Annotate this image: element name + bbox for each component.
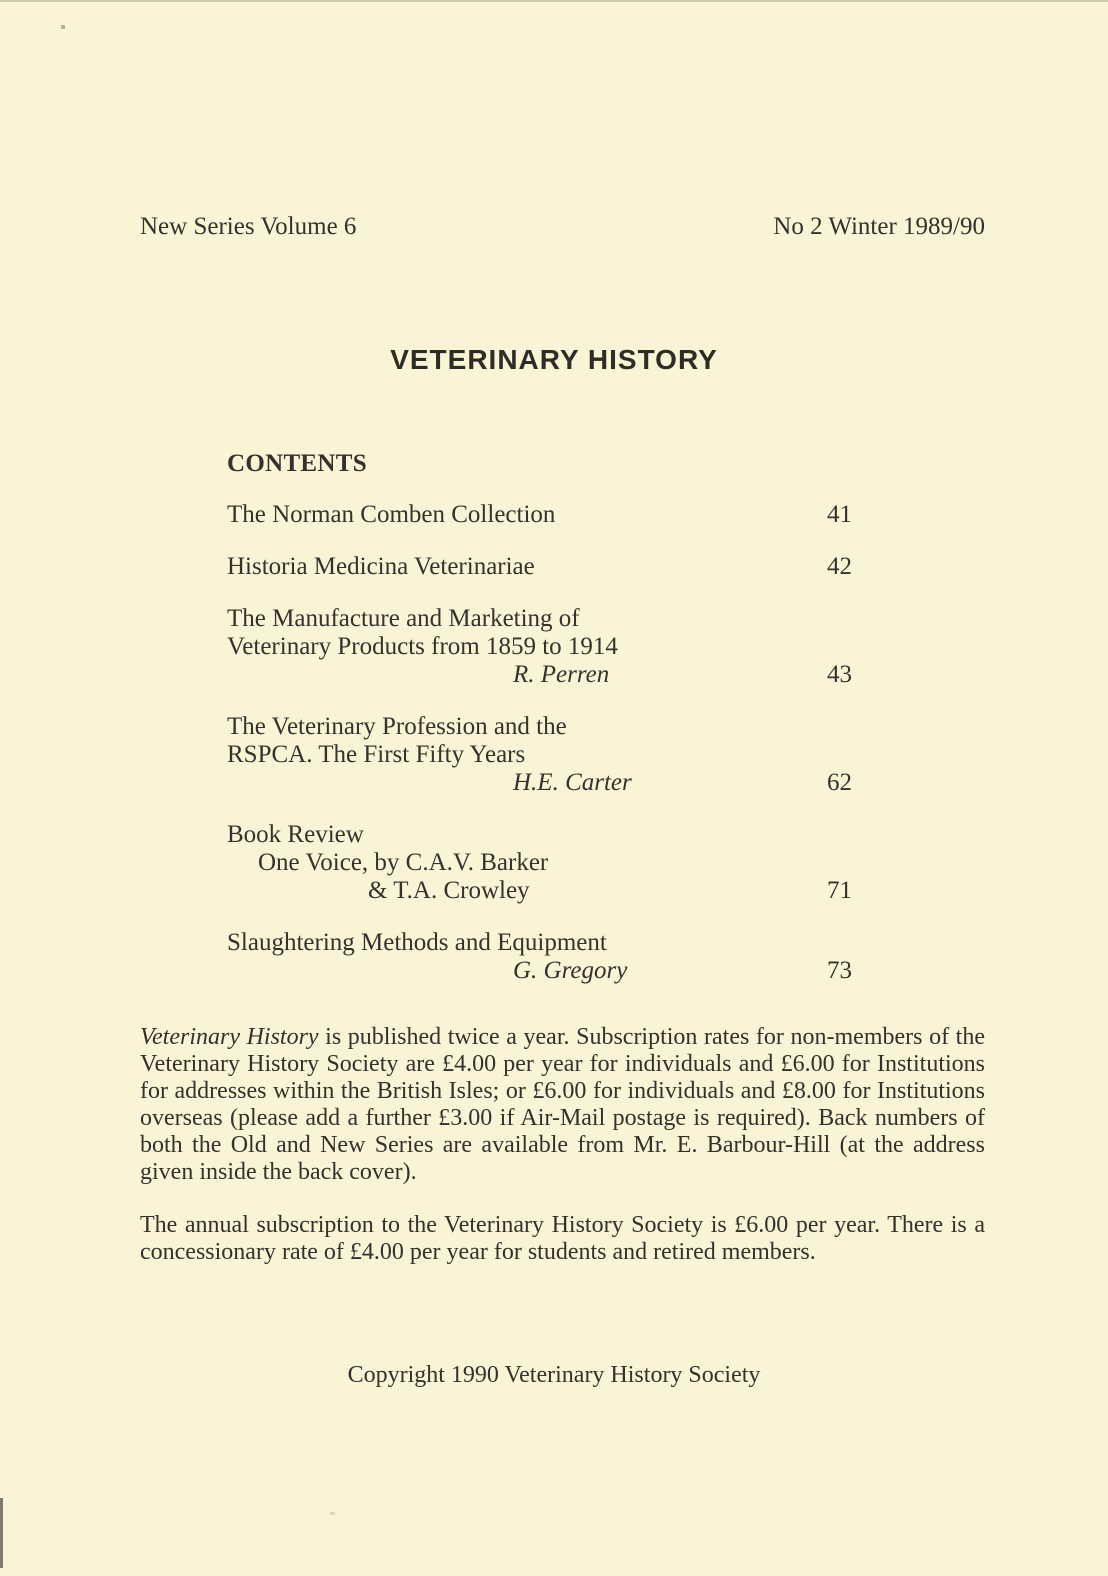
toc-entry [227, 821, 852, 905]
toc-entry [227, 605, 852, 689]
issue-date-label: No 2 Winter 1989/90 [773, 213, 985, 240]
toc-author: H.E. Carter [513, 769, 632, 796]
toc-line [227, 633, 852, 661]
toc-line [227, 741, 852, 769]
toc-entry-title: The Manufacture and Marketing of [227, 605, 580, 632]
toc-author: R. Perren [513, 661, 610, 688]
toc-entry [227, 929, 852, 985]
copyright-line: Copyright 1990 Veterinary History Society [347, 1362, 761, 1388]
toc-line [227, 929, 852, 957]
toc-page-number: 43 [827, 661, 852, 688]
paragraph-text: is published twice a year. Subscription rates for non-members of the Veterinary History Society are £4.00 per year for individuals and £6.00 for Institutions for addresses within the British Isles; or £6.00 for individuals and £8.00 for Institutions overseas (please add a further £3.00 if Air-Mail postage is required). Back numbers of both the Old and New Series are available from Mr. E. Barbour-Hill (at the address given inside the back cover). [140, 1024, 985, 1185]
journal-title: VETERINARY HISTORY [390, 344, 718, 375]
toc-entry-title: Veterinary Products from 1859 to 1914 [227, 633, 618, 660]
contents-heading: CONTENTS [227, 450, 367, 477]
toc-page-number: 42 [827, 553, 852, 580]
toc-author: G. Gregory [513, 957, 628, 984]
table-of-contents [227, 450, 852, 1009]
toc-line [227, 849, 852, 877]
page-header [140, 213, 985, 241]
toc-line [227, 769, 852, 797]
toc-entry-title: Book Review [227, 821, 364, 848]
toc-entry-title: RSPCA. The First Fifty Years [227, 741, 526, 768]
journal-name-italic: Veterinary History [140, 1024, 319, 1050]
subscription-paragraph [140, 1212, 985, 1266]
paragraph-text: The annual subscription to the Veterinary History Society is £6.00 per year. There is a concessionary rate of £4.00 per year for students and retired members. [140, 1212, 985, 1265]
toc-entry [227, 713, 852, 797]
toc-page-number: 73 [827, 957, 852, 984]
scan-artifact-top-edge [0, 0, 1108, 2]
toc-line [227, 605, 852, 633]
subscription-paragraph [140, 1024, 985, 1186]
toc-entry-title: Slaughtering Methods and Equipment [227, 929, 607, 956]
toc-line [227, 661, 852, 689]
scan-artifact-left-edge [0, 1498, 3, 1568]
toc-page-number: 41 [827, 501, 852, 528]
toc-line [227, 821, 852, 849]
toc-entry-title: The Norman Comben Collection [227, 501, 556, 528]
toc-entry-title: Historia Medicina Veterinariae [227, 553, 535, 580]
toc-page-number: 62 [827, 769, 852, 796]
series-volume-label: New Series Volume 6 [140, 213, 357, 240]
toc-entry-subtitle: One Voice, by C.A.V. Barker [258, 849, 549, 876]
toc-entry [227, 501, 852, 529]
toc-line [227, 957, 852, 985]
toc-entry-subtitle: & T.A. Crowley [368, 877, 530, 904]
scan-artifact-speck [330, 1512, 335, 1515]
scan-artifact-speck [61, 25, 65, 29]
toc-line [227, 713, 852, 741]
toc-entry-title: The Veterinary Profession and the [227, 713, 567, 740]
toc-line [227, 553, 852, 581]
toc-page-number: 71 [827, 877, 852, 904]
toc-entry [227, 553, 852, 581]
subscription-info [140, 1024, 985, 1292]
toc-line [227, 501, 852, 529]
toc-line [227, 877, 852, 905]
